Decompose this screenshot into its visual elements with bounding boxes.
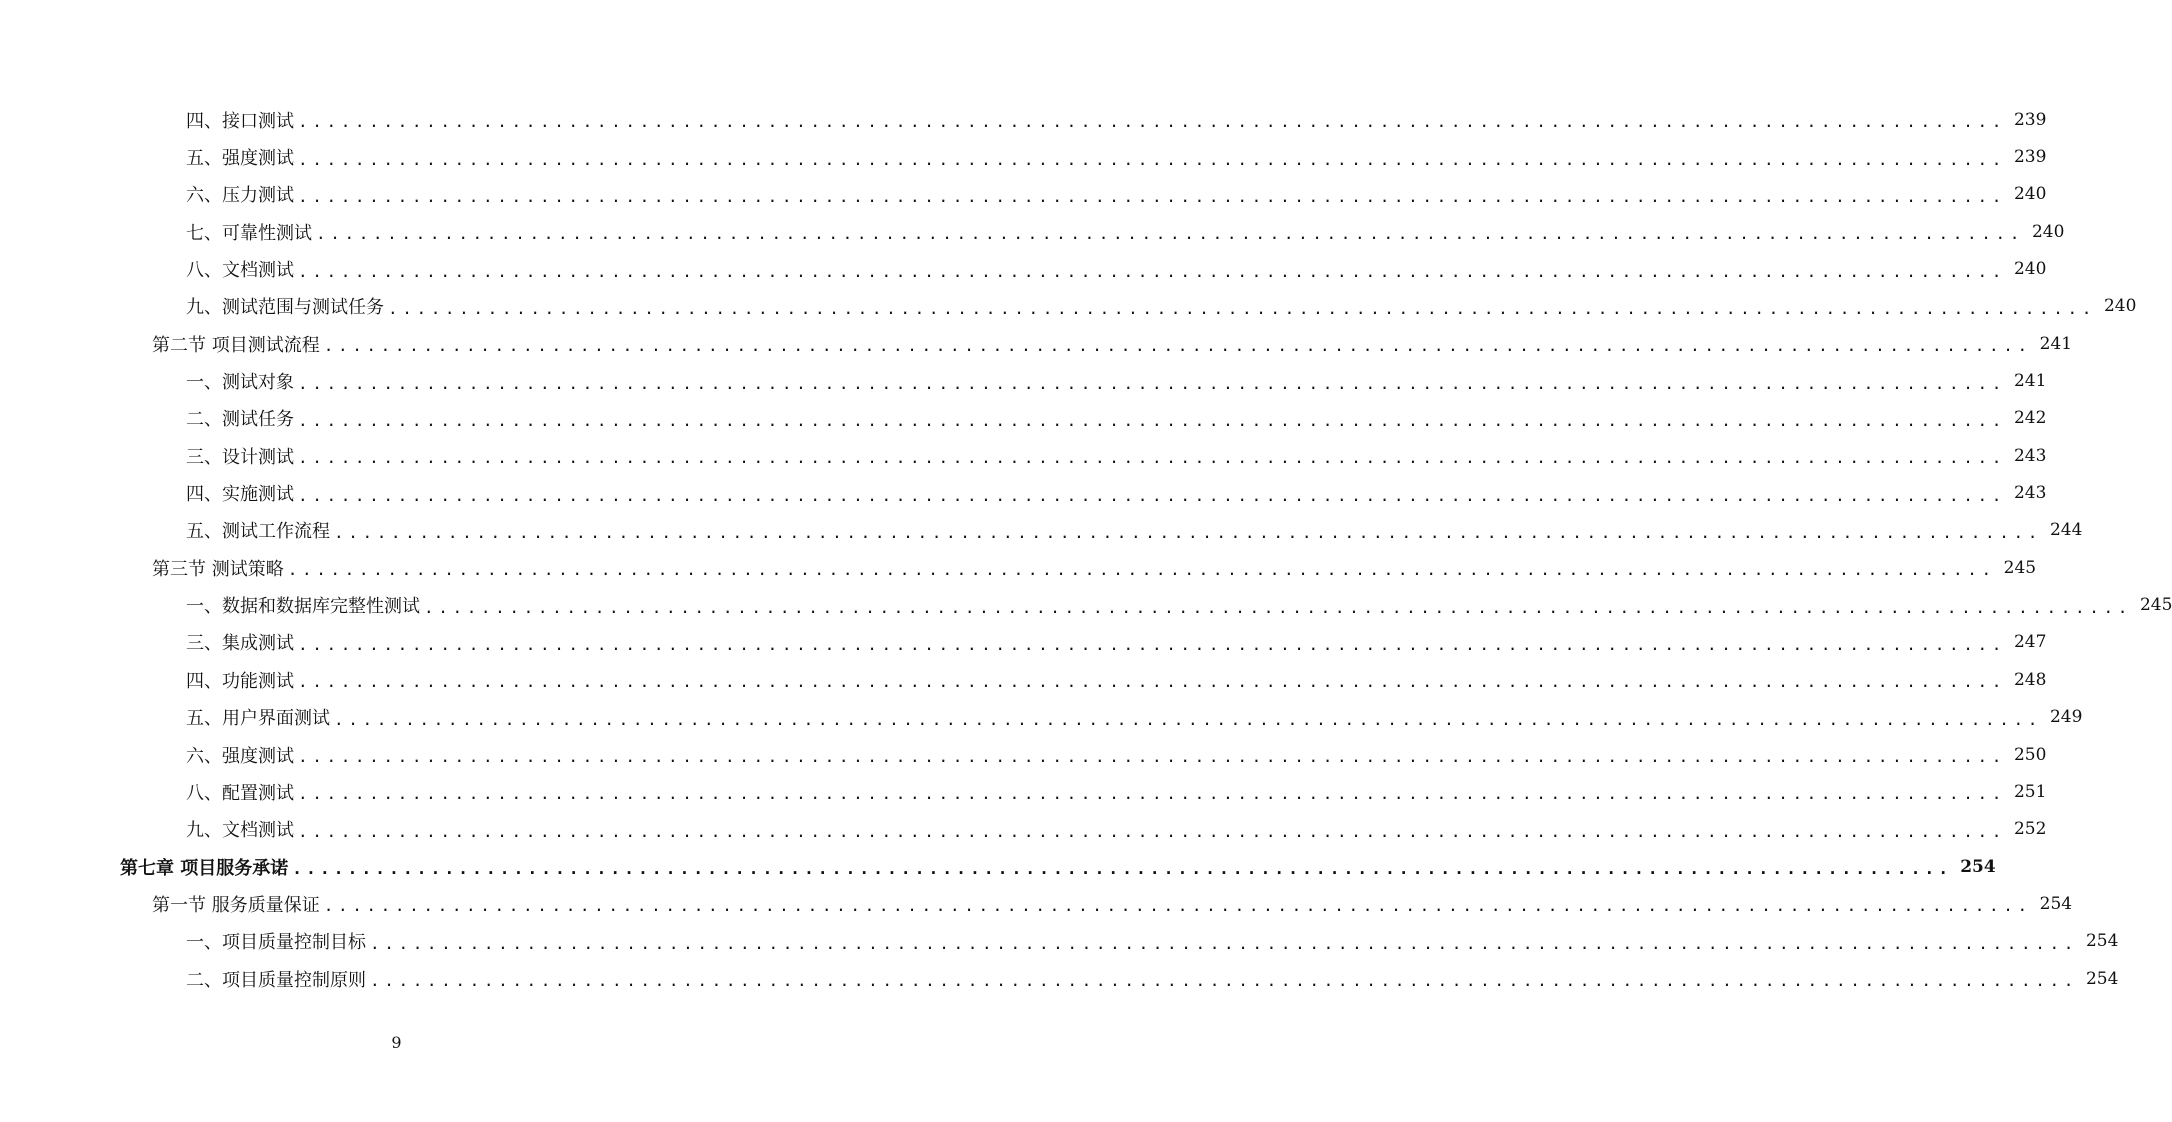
dot-leader: ........................................................................................................................ — [316, 224, 2024, 244]
toc-subsection-entry[interactable] — [0, 400, 2047, 437]
toc-subsection-entry[interactable] — [0, 773, 2047, 810]
dot-leader: ........................................................................................................................ — [298, 186, 2006, 206]
toc-subsection-entry[interactable] — [0, 474, 2047, 511]
dot-leader: ........................................................................................................................ — [298, 485, 2006, 505]
dot-leader: ........................................................................................................................ — [370, 933, 2078, 953]
toc-entry-title: 四、接口测试 — [186, 110, 294, 132]
toc-entry-title: 三、设计测试 — [186, 446, 294, 468]
toc-subsection-entry[interactable] — [0, 923, 2119, 960]
dot-leader: ........................................................................................................................ — [388, 298, 2096, 318]
dot-leader: ........................................................................................................................ — [298, 410, 2006, 430]
toc-entry-page-number: 252 — [2013, 819, 2047, 840]
toc-entry-page-number: 245 — [2139, 595, 2172, 616]
toc-subsection-entry[interactable] — [0, 288, 2137, 325]
toc-subsection-entry[interactable] — [0, 512, 2083, 549]
toc-entry-title: 一、测试对象 — [186, 372, 294, 394]
toc-entry-title: 第一节 服务质量保证 — [152, 894, 320, 916]
dot-leader: ........................................................................................................................ — [334, 709, 2042, 729]
toc-entry-title: 第二节 项目测试流程 — [152, 334, 320, 356]
dot-leader: ........................................................................................................................ — [298, 672, 2006, 692]
toc-section-entry[interactable] — [0, 549, 2037, 586]
toc-entry-title: 九、测试范围与测试任务 — [186, 297, 384, 319]
toc-entry-page-number: 249 — [2049, 707, 2083, 728]
dot-leader: ........................................................................................................................ — [424, 597, 2132, 617]
toc-subsection-entry[interactable] — [0, 362, 2047, 399]
toc-entry-page-number: 251 — [2013, 781, 2047, 802]
toc-entry-title: 二、测试任务 — [186, 409, 294, 431]
toc-entry-title: 八、文档测试 — [186, 260, 294, 282]
dot-leader: ........................................................................................................................ — [323, 336, 2032, 356]
toc-subsection-entry[interactable] — [0, 586, 2172, 623]
toc-entry-page-number: 254 — [1960, 856, 1996, 877]
toc-entry-page-number: 250 — [2013, 744, 2047, 765]
page-number: 9 — [391, 1033, 402, 1052]
toc-entry-page-number: 247 — [2013, 632, 2047, 653]
toc-entry-page-number: 239 — [2013, 147, 2047, 168]
toc-entry-page-number: 241 — [2039, 333, 2073, 354]
toc-entry-title: 第三节 测试策略 — [152, 558, 284, 580]
toc-entry-page-number: 245 — [2003, 557, 2037, 578]
toc-entry-page-number: 242 — [2013, 408, 2047, 429]
toc-entry-page-number: 240 — [2013, 184, 2047, 205]
dot-leader: ........................................................................................................................ — [334, 522, 2042, 542]
toc-entry-page-number: 243 — [2013, 445, 2047, 466]
toc-entry-title: 九、文档测试 — [186, 820, 294, 842]
toc-entry-page-number: 254 — [2085, 968, 2119, 989]
toc-entry-page-number: 239 — [2013, 109, 2047, 130]
toc-entry-title: 五、强度测试 — [186, 148, 294, 170]
dot-leader: ........................................................................................................................ — [298, 821, 2006, 841]
toc-entry-page-number: 248 — [2013, 669, 2047, 690]
dot-leader: ........................................................................................................................ — [298, 448, 2006, 468]
toc-entry-title: 五、测试工作流程 — [186, 521, 330, 543]
toc-subsection-entry[interactable] — [0, 699, 2083, 736]
toc-section-entry[interactable] — [0, 885, 2073, 922]
toc-subsection-entry[interactable] — [0, 213, 2065, 250]
toc-subsection-entry[interactable] — [0, 661, 2047, 698]
toc-entry-title: 七、可靠性测试 — [186, 222, 312, 244]
dot-leader: ........................................................................................................................ — [298, 747, 2006, 767]
toc-subsection-entry[interactable] — [0, 736, 2047, 773]
toc-entry-title: 一、数据和数据库完整性测试 — [186, 596, 420, 618]
toc-entry-page-number: 254 — [2085, 931, 2119, 952]
dot-leader: ........................................................................................................................ — [298, 149, 2006, 169]
toc-section-entry[interactable] — [0, 325, 2073, 362]
toc-entry-title: 第七章 项目服务承诺 — [120, 857, 289, 879]
table-of-contents — [0, 101, 2172, 997]
toc-entry-title: 三、集成测试 — [186, 633, 294, 655]
toc-entry-page-number: 240 — [2031, 221, 2065, 242]
dot-leader: ........................................................................................................................ — [292, 859, 1953, 879]
toc-chapter-entry[interactable] — [0, 848, 1996, 885]
toc-entry-title: 一、项目质量控制目标 — [186, 932, 366, 954]
toc-entry-page-number: 243 — [2013, 483, 2047, 504]
dot-leader: ........................................................................................................................ — [298, 784, 2006, 804]
toc-subsection-entry[interactable] — [0, 176, 2047, 213]
toc-subsection-entry[interactable] — [0, 101, 2047, 138]
toc-subsection-entry[interactable] — [0, 250, 2047, 287]
toc-entry-title: 八、配置测试 — [186, 782, 294, 804]
toc-subsection-entry[interactable] — [0, 811, 2047, 848]
toc-entry-page-number: 241 — [2013, 371, 2047, 392]
toc-entry-page-number: 254 — [2039, 893, 2073, 914]
toc-entry-page-number: 240 — [2103, 296, 2137, 317]
dot-leader: ........................................................................................................................ — [298, 112, 2006, 132]
toc-entry-title: 四、功能测试 — [186, 670, 294, 692]
dot-leader: ........................................................................................................................ — [298, 261, 2006, 281]
toc-entry-title: 二、项目质量控制原则 — [186, 969, 366, 991]
toc-entry-page-number: 240 — [2013, 259, 2047, 280]
toc-subsection-entry[interactable] — [0, 138, 2047, 175]
toc-subsection-entry[interactable] — [0, 624, 2047, 661]
toc-entry-title: 五、用户界面测试 — [186, 708, 330, 730]
dot-leader: ........................................................................................................................ — [370, 971, 2078, 991]
dot-leader: ........................................................................................................................ — [298, 373, 2006, 393]
dot-leader: ........................................................................................................................ — [323, 896, 2032, 916]
toc-subsection-entry[interactable] — [0, 437, 2047, 474]
toc-entry-page-number: 244 — [2049, 520, 2083, 541]
toc-entry-title: 六、压力测试 — [186, 185, 294, 207]
toc-entry-title: 四、实施测试 — [186, 484, 294, 506]
toc-entry-title: 六、强度测试 — [186, 745, 294, 767]
toc-subsection-entry[interactable] — [0, 960, 2119, 997]
dot-leader: ........................................................................................................................ — [298, 634, 2006, 654]
dot-leader: ........................................................................................................................ — [287, 560, 1996, 580]
